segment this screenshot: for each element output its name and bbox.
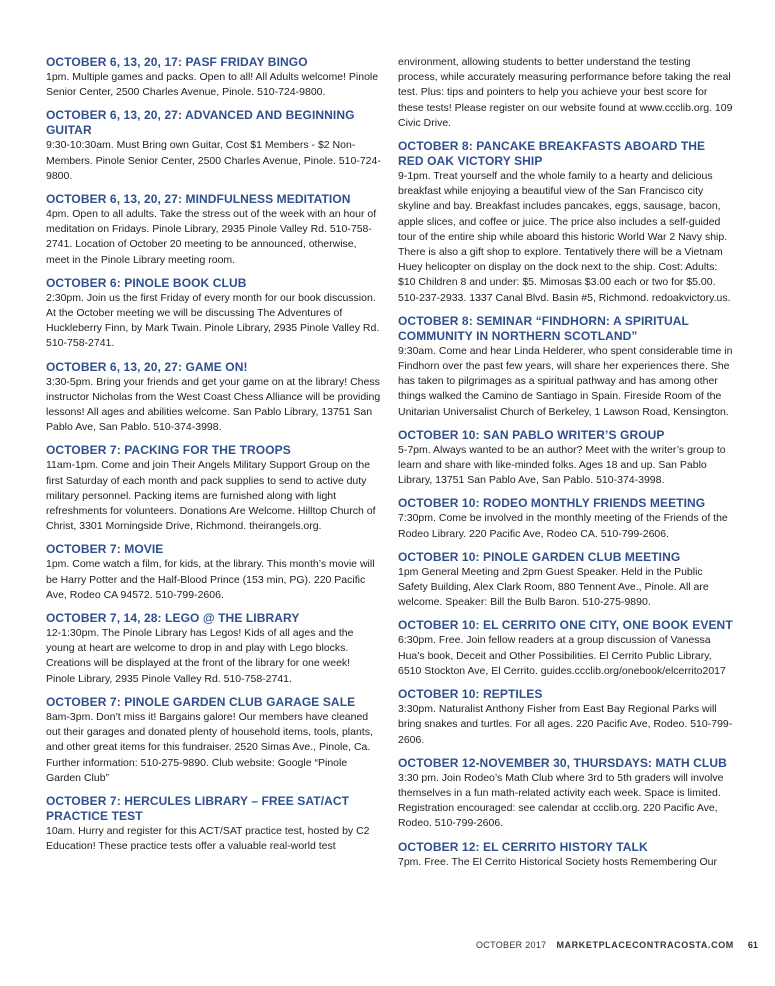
event-entry: [46, 55, 381, 100]
event-title: OCTOBER 6, 13, 20, 27: GAME ON!: [46, 359, 248, 374]
event-body: 8am-3pm. Don’t miss it! Bargains galore! Our members have cleaned out their garages and donated plenty of household items, tools, plants, and other great items for this fundraiser. 2520 Simas Ave., Pinole, Ca. Further information: 510-275-9890. Club website: Google “Pinole Garden Club”: [46, 710, 373, 784]
event-entry: [398, 550, 733, 611]
event-entry: [398, 618, 733, 679]
event-entry: [46, 542, 381, 603]
event-title: OCTOBER 6, 13, 20, 17: PASF FRIDAY BINGO: [46, 55, 308, 69]
event-title: OCTOBER 10: RODEO MONTHLY FRIENDS MEETING: [398, 496, 706, 511]
event-body: 3:30pm. Naturalist Anthony Fisher from East Bay Regional Parks will bring snakes and turtles. For all ages. 220 Pacific Ave, Rodeo. 510-799-2606.: [398, 703, 733, 746]
right-column: [398, 55, 733, 878]
footer-month: OCTOBER 2017: [476, 940, 547, 950]
event-title: OCTOBER 6, 13, 20, 27: ADVANCED AND BEGINNING GUITAR: [46, 108, 355, 138]
event-entry: [46, 192, 381, 268]
event-entry: [46, 276, 381, 352]
event-title: OCTOBER 8: PANCAKE BREAKFASTS ABOARD THE RED OAK VICTORY SHIP: [398, 139, 706, 169]
event-entry: [46, 611, 381, 687]
event-entry: [398, 756, 733, 832]
event-title: OCTOBER 7: HERCULES LIBRARY – FREE SAT/ACT PRACTICE TEST: [46, 793, 350, 823]
continued-body: environment, allowing students to better understand the testing process, while accurately measuring performance before taking the real test. Plus: tips and pointers to help you achieve your best score for these tests! Please register on our website found at www.ccclib.org. 109 Civic Drive.: [398, 56, 733, 129]
event-body: 11am-1pm. Come and join Their Angels Military Support Group on the first Saturday of each month and pack supplies to send to active duty military personnel. Packing items are furnished along with light refreshments for volunteers. Donations Are Welcome. Hilltop Church of Christ, 3301 Morningside Drive, Richmond. theirangels.org.: [46, 459, 376, 533]
event-title: OCTOBER 7: PACKING FOR THE TROOPS: [46, 443, 291, 458]
event-title: OCTOBER 6, 13, 20, 27: MINDFULNESS MEDITATION: [46, 192, 351, 207]
event-body: 12-1:30pm. The Pinole Library has Legos! Kids of all ages and the young at heart are welcome to drop in and play with Lego blocks. Creations will be displayed at the front of the library for one week! Pinole Library, 2935 Pinole Valley Rd. 510-758-2741.: [46, 627, 354, 685]
event-continuation: [398, 55, 733, 131]
event-body: 9:30-10:30am. Must Bring own Guitar, Cost $1 Members - $2 Non-Members. Pinole Senior Center, 2500 Charles Avenue, Pinole. 510-724-9800.: [46, 139, 381, 182]
footer-website: MARKETPLACECONTRACOSTA.COM: [556, 940, 734, 950]
event-title: OCTOBER 12: EL CERRITO HISTORY TALK: [398, 839, 648, 854]
event-entry: [46, 695, 381, 786]
event-body: 10am. Hurry and register for this ACT/SAT practice test, hosted by C2 Education! These practice tests offer a valuable real-world test: [46, 824, 370, 853]
event-title: OCTOBER 7: MOVIE: [46, 542, 164, 557]
event-title: OCTOBER 12-NOVEMBER 30, THURSDAYS: MATH CLUB: [398, 755, 727, 770]
event-entry: [398, 139, 733, 306]
event-title: OCTOBER 10: PINOLE GARDEN CLUB MEETING: [398, 549, 681, 564]
event-title: OCTOBER 7, 14, 28: LEGO @ THE LIBRARY: [46, 611, 300, 626]
event-body: 3:30-5pm. Bring your friends and get your game on at the library! Chess instructor Nicholas from the West Coast Chess Alliance will be providing lessons! All ages and abilities welcome. San Pablo Library, 13751 San Pablo Ave, San Pablo. 510-374-3998.: [46, 375, 381, 434]
event-body: 7:30pm. Come be involved in the monthly meeting of the Friends of the Rodeo Library. 220 Pacific Ave, Rodeo CA. 510-799-2606.: [398, 512, 728, 540]
event-title: OCTOBER 10: REPTILES: [398, 687, 543, 702]
event-entry: [398, 840, 733, 870]
event-title: OCTOBER 8: SEMINAR “FINDHORN: A SPIRITUAL COMMUNITY IN NORTHERN SCOTLAND”: [398, 313, 689, 343]
event-entry: [46, 443, 381, 534]
event-body: 9:30am. Come and hear Linda Helderer, who spent considerable time in Findhorn over the past few years, will share her experiences there. She has taken to pilgrimages as a spiritual pathway and has among other things walked the Camino de Santiago in Spain. Fireside Room of the Unitarian Universalist Church of Berkeley, 1 Lawson Road, Kensington.: [398, 344, 733, 418]
event-body: 7pm. Free. The El Cerrito Historical Society hosts Remembering Our: [398, 855, 717, 868]
event-body: 4pm. Open to all adults. Take the stress out of the week with an hour of meditation on Fridays. Pinole Library, 2935 Pinole Valley Rd. 510-758-2741. Location of October 20 meeting to be announced, otherwise, meet in the Pinole Library meeting room.: [46, 208, 377, 266]
event-entry: [398, 428, 733, 489]
event-entry: [46, 360, 381, 436]
event-title: OCTOBER 6: PINOLE BOOK CLUB: [46, 275, 247, 290]
event-body: 2:30pm. Join us the first Friday of every month for our book discussion. At the October meeting we will be discussing The Adventures of Huckleberry Finn, by Mark Twain. Pinole Library, 2935 Pinole Valley Rd. 510-758-2741.: [46, 291, 380, 350]
event-body: 1pm. Multiple games and packs. Open to all! All Adults welcome! Pinole Senior Center, 2500 Charles Avenue, Pinole. 510-724-9800.: [46, 71, 379, 99]
page-number: 61: [747, 940, 758, 950]
event-entry: [398, 496, 733, 541]
event-body: 1pm General Meeting and 2pm Guest Speaker. Held in the Public Safety Building, Alex Clark Room, 880 Tennent Ave., Pinole. All are welcome. Speaker: Bill the Bulb Baron. 510-275-9890.: [398, 565, 709, 609]
event-title: OCTOBER 10: EL CERRITO ONE CITY, ONE BOOK EVENT: [398, 618, 733, 633]
event-entry: [46, 108, 381, 184]
event-body: 5-7pm. Always wanted to be an author? Meet with the writer’s group to learn and share with like-minded folks. Ages 18 and up. San Pablo Library, 13751 San Pablo Ave, San Pablo. 510-374-3998.: [398, 443, 726, 487]
event-body: 3:30 pm. Join Rodeo’s Math Club where 3rd to 5th graders will involve themselves in a fun math-related activity each week. Space is limited. Registration encouraged: see calendar at ccclib.org. 220 Pacific Ave, Rodeo. 510-799-2606.: [398, 771, 724, 830]
event-title: OCTOBER 10: SAN PABLO WRITER’S GROUP: [398, 427, 665, 442]
event-body: 9-1pm. Treat yourself and the whole family to a hearty and delicious breakfast while enjoying a beautiful view of the San Francisco city skyline and bay. Breakfast includes pancakes, eggs, sausage, bacon, apple slices, and coffee or juice. The price also includes a self-guided tour of the entire ship while aboard this historic World War 2 Navy ship. There is also a gift shop to explore. Tentatively there will be a Vietnam Huey helicopter on display on the dock next to the ship. Cost: Adults: $10 Children 8 and under: $5. Mimosas $3.00 each or two for $5.00. 510-237-2933. 1337 Canal Blvd. Basin #5, Richmond. redoakvictory.us.: [398, 170, 731, 304]
event-entry: [46, 794, 381, 854]
event-entry: [398, 314, 733, 420]
page-footer: [476, 940, 758, 950]
left-column: [46, 55, 381, 862]
event-body: 6:30pm. Free. Join fellow readers at a group discussion of Vanessa Hua’s book, Deceit and Other Possibilities. El Cerrito Public Library, 6510 Stockton Ave, El Cerrito. guides.ccclib.org/onebook/elcerrito2017: [398, 634, 726, 677]
event-entry: [398, 687, 733, 748]
event-body: 1pm. Come watch a film, for kids, at the library. This month’s movie will be Harry Potter and the Half-Blood Prince (153 min, PG). 220 Pacific Ave, Rodeo CA 94572. 510-799-2606.: [46, 558, 375, 601]
event-title: OCTOBER 7: PINOLE GARDEN CLUB GARAGE SALE: [46, 694, 356, 709]
